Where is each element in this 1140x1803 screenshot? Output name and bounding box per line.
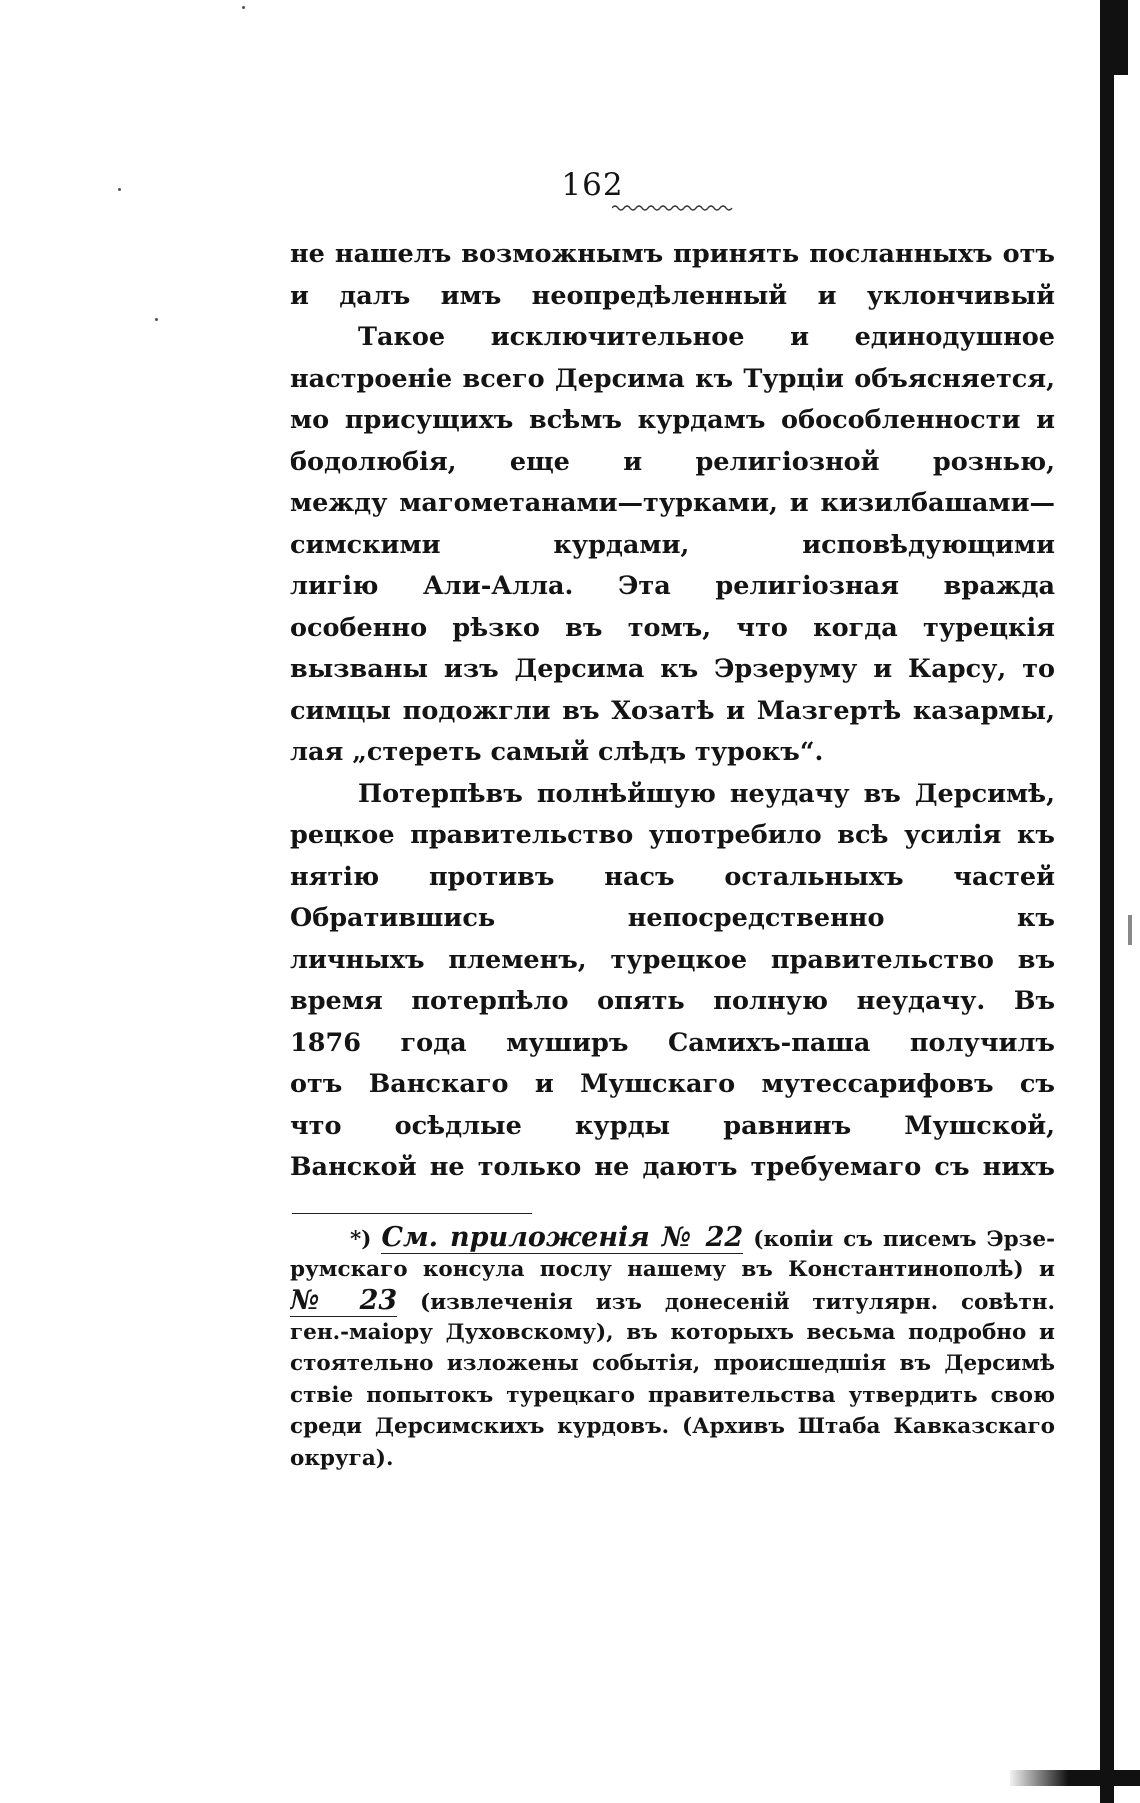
scan-speck <box>242 6 245 9</box>
footnote-line: ствіе попытокъ турецкаго правительства утвердить свою <box>290 1382 1055 1408</box>
ornamental-rule <box>612 204 734 212</box>
text-line: настроеніе всего Дерсима къ Турціи объясняется, <box>290 363 1055 394</box>
scan-speck <box>1128 915 1132 945</box>
text-line: 1876 года муширъ Самихъ-паша получилъ <box>290 1027 1055 1058</box>
appendix-reference: № 23 <box>290 1285 398 1316</box>
footnote-text: (копіи съ писемъ Эрзе- <box>753 1227 1055 1252</box>
page-number: 162 <box>561 167 624 203</box>
footnote-line <box>290 1285 1055 1317</box>
text-line: личныхъ племенъ, турецкое правительство въ <box>290 944 1055 975</box>
text-line: рецкое правительство употребило всѣ усилія къ <box>290 820 1055 850</box>
scan-speck <box>155 318 158 321</box>
text-line: между магометанами—турками, и кизилбашами— <box>290 488 1055 518</box>
text-line: лая „стереть самый слѣдъ турокъ“. <box>290 737 824 767</box>
appendix-reference: См. приложенія № 22 <box>381 1222 744 1253</box>
text-line: симскими курдами, исповѣдующими <box>290 529 1055 560</box>
text-line: мо присущихъ всѣмъ курдамъ обособленности и <box>290 405 1055 435</box>
text-line: отъ Ванскаго и Мушскаго мутессарифовъ съ <box>290 1069 1055 1099</box>
text-line: нятію противъ насъ остальныхъ частей <box>290 861 1055 892</box>
text-line: Обратившись непосредственно къ <box>290 903 1055 933</box>
text-line: симцы подожгли въ Хозатѣ и Мазгертѣ казармы, <box>290 695 1055 726</box>
text-line: вызваны изъ Дерсима къ Эрзеруму и Карсу, то <box>290 654 1055 684</box>
text-line: особенно рѣзко въ томъ, что когда турецкія <box>290 612 1055 643</box>
text-line: что осѣдлые курды равнинъ Мушской, <box>290 1110 1055 1141</box>
footnote-line: среди Дерсимскихъ курдовъ. (Архивъ Штаба Кавказскаго <box>290 1414 1055 1439</box>
text-line: бодолюбія, еще и религіозной рознью, <box>290 446 1055 477</box>
footnote-separator <box>292 1213 532 1214</box>
scan-bottom-smudge <box>1010 1770 1140 1786</box>
scan-edge-shadow-top <box>1110 0 1128 75</box>
text-line: лигію Али-Алла. Эта религіозная вражда <box>290 571 1055 601</box>
footnote-text: (извлеченія изъ донесеній титулярн. совѣтн. <box>420 1290 1055 1315</box>
text-line: время потерпѣло опять полную неудачу. Въ <box>290 986 1055 1016</box>
text-line: Такое исключительное и единодушное <box>358 322 1055 352</box>
text-line: Ванской не только не даютъ требуемаго съ нихъ <box>290 1152 1055 1182</box>
body-text <box>290 234 1055 1189</box>
footnote-line: румскаго консула послу нашему въ Константинополѣ) и <box>290 1256 1055 1282</box>
text-line: и далъ имъ неопредѣленный и уклончивый <box>290 280 1055 311</box>
footnote-line: ген.-маіору Духовскому), въ которыхъ весьма подробно и <box>290 1319 1055 1345</box>
scan-edge-shadow <box>1100 0 1114 1803</box>
footnote-line: стоятельно изложены событія, происшедшія въ Дерсимѣ <box>290 1351 1055 1376</box>
footnote-marker: *) <box>350 1227 372 1252</box>
text-line: не нашелъ возможнымъ принять посланныхъ отъ <box>290 239 1055 269</box>
footnote <box>290 1222 1055 1474</box>
footnote-line: округа). <box>290 1445 394 1471</box>
footnote-line <box>290 1222 1055 1254</box>
text-line: Потерпѣвъ полнѣйшую неудачу въ Дерсимѣ, <box>358 778 1055 809</box>
